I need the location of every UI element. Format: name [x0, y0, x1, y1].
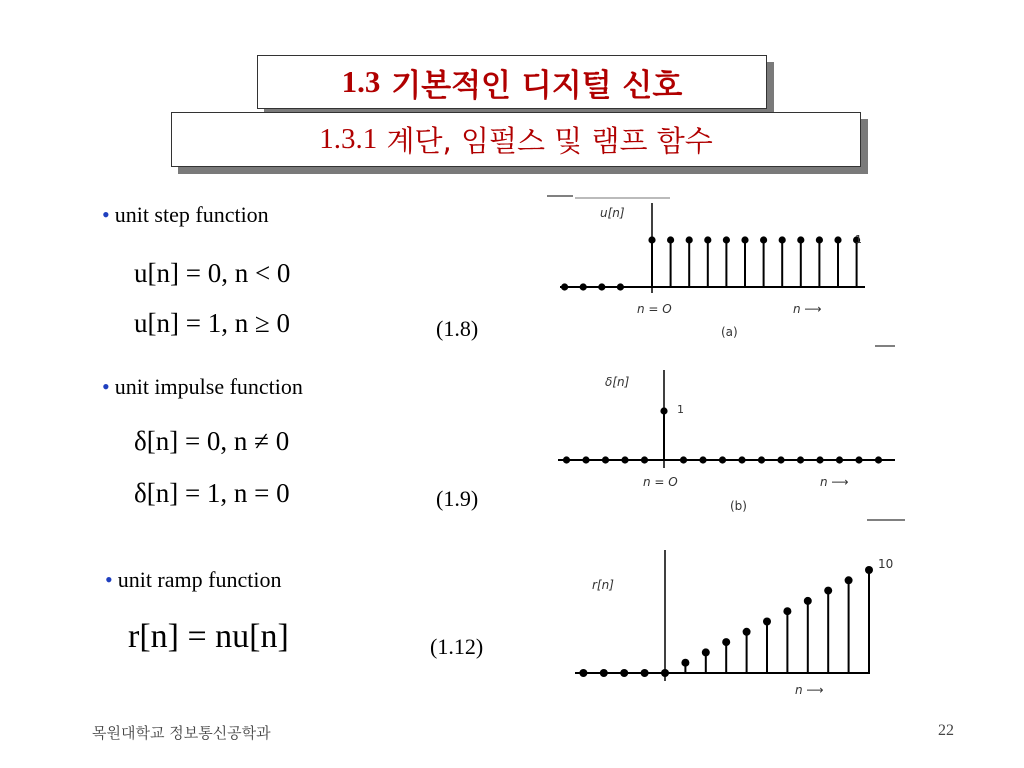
n-zero-label: n = O [637, 302, 672, 316]
figure-ylabel: u[n] [600, 206, 625, 220]
stem-dot [743, 628, 751, 636]
sample-dot [598, 283, 605, 290]
sample-dot [621, 456, 628, 463]
stem-dot [648, 236, 655, 243]
figure-ylabel: δ[n] [605, 375, 630, 389]
stem-dot [686, 236, 693, 243]
equation-number-impulse: (1.9) [436, 486, 479, 511]
sample-dot [579, 669, 587, 677]
n-zero-label: n = O [643, 475, 678, 489]
sample-dot [582, 456, 589, 463]
figure-unit-ramp [560, 545, 915, 695]
equation-number-step: (1.8) [436, 316, 479, 341]
stem-dot [865, 566, 873, 574]
sample-dot [836, 456, 843, 463]
stem-dot [845, 576, 853, 584]
figure-unit-impulse [555, 368, 910, 528]
stem-dot [804, 597, 812, 605]
equation-impulse-2: δ[n] = 1, n = 0 [134, 478, 290, 508]
sample-dot [816, 456, 823, 463]
figure-ylabel: r[n] [592, 578, 614, 592]
figure-caption: (a) [721, 325, 738, 339]
stem-dot [702, 648, 710, 656]
stem-dot [816, 236, 823, 243]
slide-title-number: 1.3 [341, 64, 381, 99]
bullet-unit-impulse [102, 374, 303, 400]
sample-dot [602, 456, 609, 463]
bullet-unit-ramp [105, 567, 281, 593]
sample-dot [758, 456, 765, 463]
equation-impulse-1: δ[n] = 0, n ≠ 0 [134, 426, 290, 456]
bullet-dot: • [102, 202, 110, 227]
stem-dot [824, 587, 832, 595]
sample-dot [797, 456, 804, 463]
stem-dot [741, 236, 748, 243]
footer-institution: 목원대학교 정보통신공학과 [92, 724, 271, 742]
bullet-label: unit ramp function [117, 567, 282, 592]
stem-value-label: 1 [677, 403, 684, 416]
sample-dot [561, 283, 568, 290]
n-arrow-label: n ⟶ [820, 475, 849, 489]
equation-number-ramp: (1.12) [430, 634, 484, 659]
sample-dot [580, 283, 587, 290]
stem-dot [723, 236, 730, 243]
peak-label: 10 [878, 557, 894, 571]
slide-subtitle [171, 112, 861, 167]
equation-step-2: u[n] = 1, n ≥ 0 [134, 308, 291, 338]
step-stems [648, 236, 860, 287]
sample-dot [617, 283, 624, 290]
sample-dot [875, 456, 882, 463]
impulse-samples [563, 407, 882, 463]
equation-ramp: r[n] = nu[n] [128, 618, 289, 655]
n-arrow-label: n ⟶ [795, 683, 824, 695]
stem-dot [797, 236, 804, 243]
bullet-label: unit impulse function [114, 374, 303, 399]
stem-dot [760, 236, 767, 243]
stem-dot [834, 236, 841, 243]
sample-dot [641, 456, 648, 463]
bullet-dot: • [102, 374, 110, 399]
sample-dot [855, 456, 862, 463]
stem-dot [763, 618, 771, 626]
sample-dot [661, 669, 669, 677]
slide-subtitle-number: 1.3.1 [319, 123, 378, 155]
stem-dot [783, 607, 791, 615]
sample-dot [620, 669, 628, 677]
bullet-label: unit step function [114, 202, 269, 227]
ramp-samples [579, 566, 873, 677]
sample-dot [680, 456, 687, 463]
figure-unit-step [545, 193, 900, 353]
figure-caption: (b) [730, 499, 747, 513]
bullet-unit-step [102, 202, 269, 228]
sample-dot [699, 456, 706, 463]
slide-title-text: 기본적인 디지털 신호 [391, 67, 683, 104]
bullet-dot: • [105, 567, 113, 592]
stem-dot [667, 236, 674, 243]
sample-dot [719, 456, 726, 463]
stem-dot [704, 236, 711, 243]
page-number: 22 [938, 722, 954, 739]
sample-dot [641, 669, 649, 677]
sample-dot [777, 456, 784, 463]
stem-dot [681, 659, 689, 667]
equation-step-1: u[n] = 0, n < 0 [134, 258, 291, 288]
slide-title [257, 55, 767, 109]
n-arrow-label: n ⟶ [793, 302, 822, 316]
stem-dot [722, 638, 730, 646]
stem-dot [779, 236, 786, 243]
stem-value-label: 1 [855, 233, 862, 246]
slide-subtitle-text: 계단, 임펄스 및 램프 함수 [386, 124, 713, 158]
stem-dot [660, 407, 667, 414]
sample-dot [600, 669, 608, 677]
sample-dot [563, 456, 570, 463]
sample-dot [738, 456, 745, 463]
